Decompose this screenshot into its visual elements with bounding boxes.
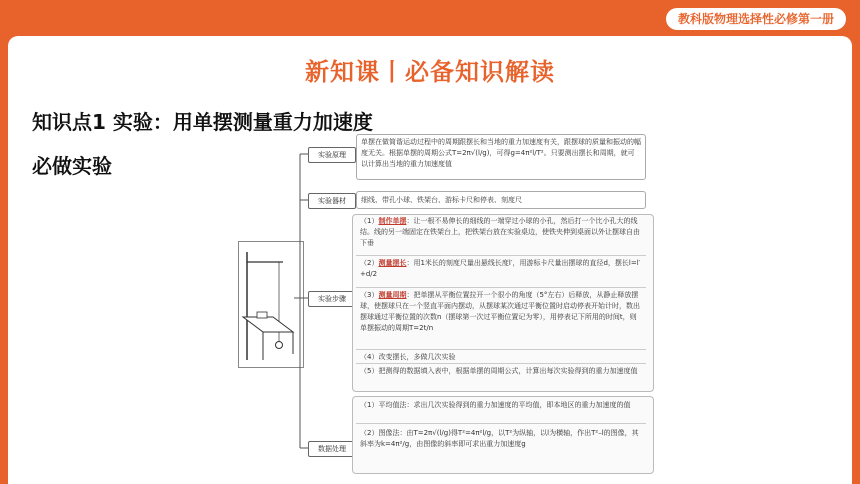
step-2-key: 测量摆长 [378,259,407,267]
step-1 [356,216,646,256]
step-2-text: ：用1米长的刻度尺量出悬线长度l′，用游标卡尺量出摆球的直径d，摆长l=l′+d/2 [360,259,641,278]
step-1-key: 制作单摆 [378,217,407,225]
step-3 [356,290,646,350]
label-principle: 实验原理 [308,147,356,163]
step-4 [356,352,646,364]
step-1-text: ：让一根不易伸长的细线的一端穿过小球的小孔，然后打一个比小孔大的线结。线的另一端固定在铁架台上，把铁架台放在实验桌边，使铁夹伸到桌面以外让摆球自由下垂 [360,217,640,247]
subtitle: 必做实验 [32,154,112,178]
data-item-1: （1）平均值法：求出几次实验得到的重力加速度的平均值，即本地区的重力加速度的值 [356,400,646,424]
step-2-num: （2） [360,259,379,267]
step-5-text: 把测得的数据填入表中，根据单摆的周期公式，计算出每次实验得到的重力加速度值 [378,367,638,375]
step-3-key: 测量周期 [378,291,407,299]
page-content [8,36,852,484]
section-title: 新知课丨必备知识解读 [305,58,555,86]
step-5 [356,366,646,388]
label-steps: 实验步骤 [308,291,356,307]
step-1-num: （1） [360,217,379,225]
equipment-box: 细线、带孔小球、铁架台、游标卡尺和停表、刻度尺 [356,191,646,209]
step-4-text: 改变摆长，多做几次实验 [378,353,456,361]
step-3-num: （3） [360,291,379,299]
knowledge-point-title: 知识点1 实验：用单摆测量重力加速度 [32,110,373,134]
step-4-num: （4） [360,353,379,361]
top-bar [0,0,860,36]
step-2 [356,258,646,288]
step-3-text: ：把单摆从平衡位置拉开一个很小的角度（5°左右）后释放，从静止释放摆球，使摆球只在一个竖直平面内摆动，从摆球某次通过平衡位置时启动停表开始计时，数出摆球通过平衡位置的次数n（摆球第一次过平衡位置记为零），用停表记下所用的时间t，则单摆振动的周期T=2t/n [360,291,640,332]
step-5-num: （5） [360,367,379,375]
label-equipment: 实验器材 [308,193,356,209]
label-data: 数据处理 [308,441,356,457]
series-tag: 教科版物理选择性必修第一册 [666,8,846,30]
principle-box: 单摆在做简谐运动过程中的周期跟摆长和当地的重力加速度有关，跟摆球的质量和振动的幅度无关。根据单摆的周期公式T=2π√(l/g)，可得g=4π²l/T²。只要测出摆长和周期，就可以计算出当地的重力加速度值 [356,134,646,180]
data-item-2: （2）图像法：由T=2π√(l/g)得T²=4π²l/g，以T²为纵轴，以l为横轴，作出T²–l的图像，其斜率为k=4π²/g，由图像的斜率即可求出重力加速度g [360,429,639,448]
